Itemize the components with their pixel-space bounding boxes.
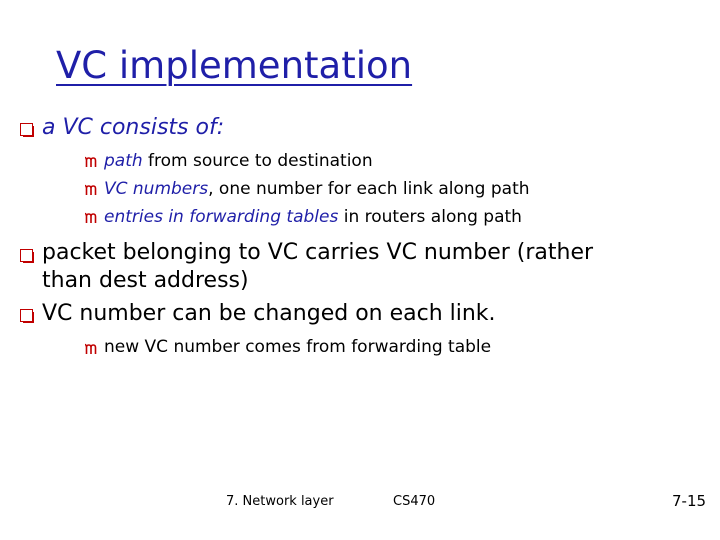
sub-item-vc-numbers [104,179,530,199]
sub-bullet-icon [85,184,97,196]
sub-item-text: in routers along path [338,207,522,227]
footer-chapter: 7. Network layer [226,494,334,509]
page-number: 7-15 [672,492,707,510]
sub-item-entries [104,207,522,227]
sub-item-emphasis: VC numbers [104,179,209,199]
sub-item-emphasis: entries in forwarding tables [104,207,339,227]
sub-item-emphasis: path [104,151,143,171]
sub-item-text: from source to destination [142,151,373,171]
bullet-packet-line1: packet belonging to VC carries VC number (rather [42,240,594,265]
sub-item-path [104,151,373,171]
sub-bullet-icon [85,343,97,355]
sub-bullet-icon [85,156,97,168]
sub-bullet-icon [85,212,97,224]
bullet-packet-line2: than dest address) [42,268,249,293]
sub-item-forwarding-table: new VC number comes from forwarding table [104,337,492,357]
square-bullet-icon [20,309,33,322]
intro-line: a VC consists of: [42,115,225,140]
footer-course: CS470 [393,494,436,509]
square-bullet-icon [20,249,33,262]
sub-item-text: , one number for each link along path [208,179,530,199]
slide-title: VC implementation [56,44,413,87]
square-bullet-icon [20,123,33,136]
bullet-vc-number-changed: VC number can be changed on each link. [42,301,496,326]
